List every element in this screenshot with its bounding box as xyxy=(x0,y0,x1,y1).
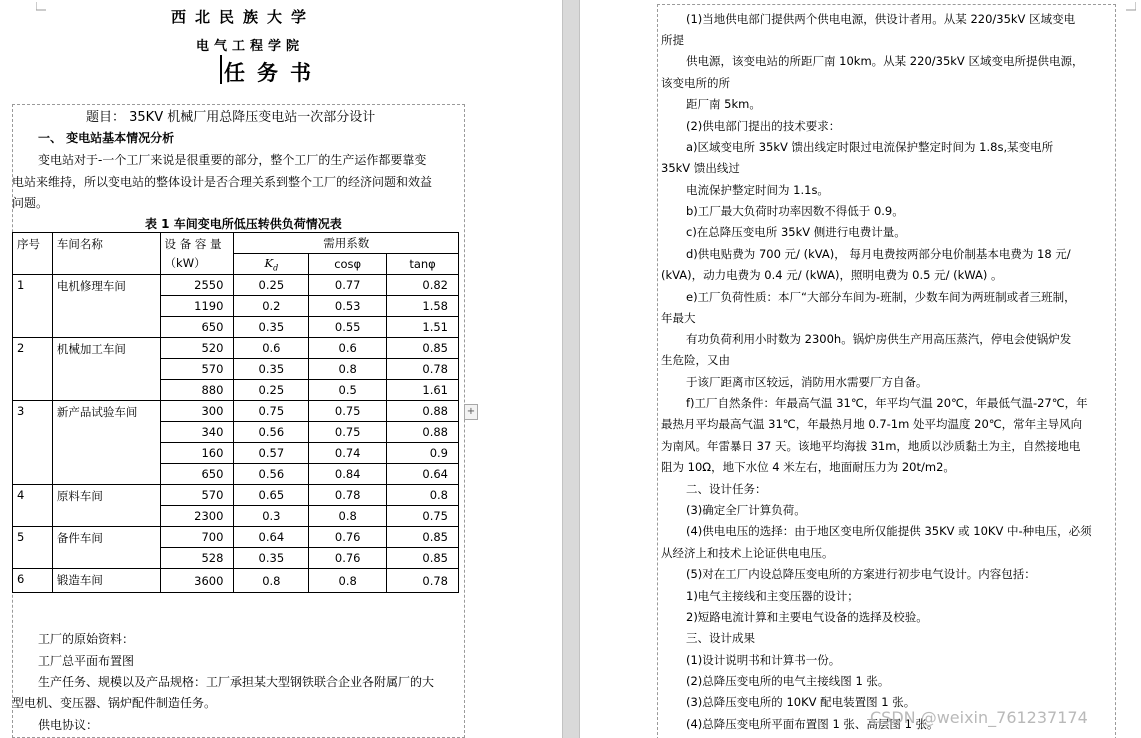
cell-capacity: 300 xyxy=(160,401,234,422)
row-no: 2 xyxy=(13,338,53,401)
cell-cos: 0.76 xyxy=(309,548,387,569)
table-row xyxy=(13,569,459,593)
body-line: f)工厂自然条件：年最高气温 31℃，年平均气温 20℃，年最低气温-27℃，年 xyxy=(686,396,1088,410)
header-capacity xyxy=(160,233,234,275)
cell-tan: 0.78 xyxy=(387,569,459,593)
cell-cos: 0.8 xyxy=(309,569,387,593)
cell-kd: 0.35 xyxy=(234,317,309,338)
cell-tan: 0.85 xyxy=(387,338,459,359)
row-name: 备件车间 xyxy=(52,527,160,569)
cell-capacity: 2550 xyxy=(160,275,234,296)
section1-heading: 一、 变电站基本情况分析 xyxy=(38,131,175,145)
cell-capacity: 880 xyxy=(160,380,234,401)
row-name: 新产品试验车间 xyxy=(52,401,160,485)
university-title: 西北民族大学 xyxy=(171,8,316,26)
body-line: 阻为 10Ω，地下水位 4 米左右，地面耐压力为 20t/m2。 xyxy=(661,460,955,474)
cell-kd: 0.35 xyxy=(234,548,309,569)
header-capacity-unit: （kW） xyxy=(164,256,206,270)
cell-capacity: 528 xyxy=(160,548,234,569)
cell-tan: 0.88 xyxy=(387,401,459,422)
cell-cos: 0.55 xyxy=(309,317,387,338)
cell-tan: 0.9 xyxy=(387,443,459,464)
body-line: (4)供电电压的选择：由于地区变电所仅能提供 35KV 或 10KV 中-种电压，必须 xyxy=(686,524,1092,538)
header-no: 序号 xyxy=(13,233,53,275)
body-line: 距厂南 5km。 xyxy=(686,97,761,111)
body-line: (3)确定全厂计算负荷。 xyxy=(686,503,806,517)
body-line: (5)对在工厂内设总降压变电所的方案进行初步电气设计。内容包括： xyxy=(686,567,1036,581)
body-line: (1)当地供电部门提供两个供电电源，供设计者用。从某 220/35kV 区域变电 xyxy=(686,12,1076,26)
cell-cos: 0.5 xyxy=(309,380,387,401)
table-row xyxy=(13,275,459,296)
college-title: 电气工程学院 xyxy=(196,39,305,54)
cell-cos: 0.78 xyxy=(309,485,387,506)
document-page-left[interactable] xyxy=(0,0,562,738)
document-title: 任务书 xyxy=(224,60,323,85)
body-line: 二、设计任务： xyxy=(686,482,767,496)
margin-crop-mark xyxy=(36,2,46,12)
body-line: 35kV 馈出线过 xyxy=(661,161,740,175)
cell-kd: 0.25 xyxy=(234,275,309,296)
header-name: 车间名称 xyxy=(52,233,160,275)
header-kd xyxy=(234,254,309,275)
cell-cos: 0.77 xyxy=(309,275,387,296)
cell-kd: 0.8 xyxy=(234,569,309,593)
cell-capacity: 700 xyxy=(160,527,234,548)
body-line: 三、设计成果 xyxy=(686,631,755,645)
cell-tan: 0.8 xyxy=(387,485,459,506)
cell-capacity: 520 xyxy=(160,338,234,359)
cell-tan: 1.58 xyxy=(387,296,459,317)
header-kd-subscript: d xyxy=(273,263,279,273)
body-line: 为南风。年雷暴日 37 天。该地平均海拔 31m，地质以沙质黏土为主，自然接地电 xyxy=(661,439,1081,453)
cell-tan: 1.61 xyxy=(387,380,459,401)
table-caption: 表 1 车间变电所低压转供负荷情况表 xyxy=(145,217,342,231)
body-line: 供电源，该变电站的所距厂南 10km。从某 220/35kV 区域变电所提供电源， xyxy=(686,54,1084,68)
table-row xyxy=(13,527,459,548)
body-line: 生危险，又由 xyxy=(661,353,730,367)
row-name: 电机修理车间 xyxy=(52,275,160,338)
table-row xyxy=(13,401,459,422)
cell-kd: 0.64 xyxy=(234,527,309,548)
body-line: (kVA)，动力电费为 0.4 元/ (kWA)，照明电费为 0.5 元/ (kWA) 。 xyxy=(661,268,1003,282)
after-line-2: 工厂总平面布置图 xyxy=(38,654,135,668)
watermark: CSDN @weixin_761237174 xyxy=(870,708,1088,727)
body-line: 电流保护整定时间为 1.1s。 xyxy=(686,183,829,197)
cell-kd: 0.56 xyxy=(234,464,309,485)
body-line: (2)总降压变电所的电气主接线图 1 张。 xyxy=(686,674,890,688)
body-line: (2)供电部门提出的技术要求： xyxy=(686,119,841,133)
row-no: 4 xyxy=(13,485,53,527)
row-no: 3 xyxy=(13,401,53,485)
body-line: 1)电气主接线和主变压器的设计； xyxy=(686,589,859,603)
cell-capacity: 650 xyxy=(160,317,234,338)
cell-kd: 0.35 xyxy=(234,359,309,380)
body-line: 最热月平均最高气温 31℃，年最热月地 0.7-1m 处平均温度 20℃，常年主导风向 xyxy=(661,417,1083,431)
cell-kd: 0.3 xyxy=(234,506,309,527)
body-line: 该变电所的所 xyxy=(661,76,730,90)
header-cos: cosφ xyxy=(309,254,387,275)
cell-cos: 0.76 xyxy=(309,527,387,548)
body-line: d)供电贴费为 700 元/ (kVA)， 每月电费按两部分电价制基本电费为 18 元/ xyxy=(686,247,1071,261)
cell-kd: 0.65 xyxy=(234,485,309,506)
cell-capacity: 160 xyxy=(160,443,234,464)
header-tan: tanφ xyxy=(387,254,459,275)
body-line: (1)设计说明书和计算书一份。 xyxy=(686,653,841,667)
header-demand: 需用系数 xyxy=(234,233,459,254)
cell-capacity: 1190 xyxy=(160,296,234,317)
margin-crop-mark xyxy=(1126,2,1136,12)
cell-capacity: 570 xyxy=(160,485,234,506)
after-line-3: 生产任务、规模以及产品规格：工厂承担某大型钢铁联合企业各附属厂的大 xyxy=(38,675,435,689)
cell-tan: 0.78 xyxy=(387,359,459,380)
cell-kd: 0.75 xyxy=(234,401,309,422)
cell-tan: 0.82 xyxy=(387,275,459,296)
cell-tan: 1.51 xyxy=(387,317,459,338)
cell-tan: 0.85 xyxy=(387,548,459,569)
topic-line: 题目： 35KV 机械厂用总降压变电站一次部分设计 xyxy=(86,110,376,125)
cell-cos: 0.8 xyxy=(309,506,387,527)
intro-line-2: 电站来维持，所以变电站的整体设计是否合理关系到整个工厂的经济问题和效益 xyxy=(12,175,433,189)
body-line: 有功负荷利用小时数为 2300h。锅炉房供生产用高压蒸汽，停电会使锅炉发 xyxy=(686,332,1072,346)
cell-capacity: 570 xyxy=(160,359,234,380)
body-line: c)在总降压变电所 35kV 侧进行电费计量。 xyxy=(686,225,906,239)
intro-line-1: 变电站对于-一个工厂来说是很重要的部分，整个工厂的生产运作都要靠变 xyxy=(38,153,427,167)
header-capacity-label: 设 备 容 量 xyxy=(164,237,222,251)
intro-line-3: 问题。 xyxy=(12,196,49,210)
cell-capacity: 2300 xyxy=(160,506,234,527)
cell-kd: 0.2 xyxy=(234,296,309,317)
body-line: e)工厂负荷性质：本厂“大部分车间为-班制，少数车间为两班制或者三班制， xyxy=(686,290,1076,304)
cell-capacity: 340 xyxy=(160,422,234,443)
row-no: 5 xyxy=(13,527,53,569)
load-table xyxy=(12,232,459,593)
table-row xyxy=(13,338,459,359)
after-line-4: 型电机、变压器、锅炉配件制造任务。 xyxy=(12,696,217,710)
cell-tan: 0.64 xyxy=(387,464,459,485)
header-kd-symbol: K xyxy=(264,255,274,270)
body-line: b)工厂最大负荷时功率因数不得低于 0.9。 xyxy=(686,204,904,218)
cell-tan: 0.85 xyxy=(387,527,459,548)
body-line: 从经济上和技术上论证供电电压。 xyxy=(661,546,834,560)
row-no: 6 xyxy=(13,569,53,593)
cell-kd: 0.25 xyxy=(234,380,309,401)
after-line-5: 供电协议： xyxy=(38,718,99,732)
textbox-right[interactable] xyxy=(657,4,1116,738)
cell-cos: 0.6 xyxy=(309,338,387,359)
cell-kd: 0.6 xyxy=(234,338,309,359)
text-cursor xyxy=(220,55,222,84)
body-line: 年最大 xyxy=(661,311,696,325)
row-name: 机械加工车间 xyxy=(52,338,160,401)
cell-tan: 0.88 xyxy=(387,422,459,443)
body-line: (4)总降压变电所平面布置图 1 张、高层图 1 张。 xyxy=(686,717,939,731)
row-no: 1 xyxy=(13,275,53,338)
cell-capacity: 650 xyxy=(160,464,234,485)
document-page-right[interactable] xyxy=(580,0,1141,738)
row-name: 原料车间 xyxy=(52,485,160,527)
body-line: 于该厂距离市区较远，消防用水需要厂方自备。 xyxy=(686,375,928,389)
cell-cos: 0.75 xyxy=(309,422,387,443)
body-line: (3)总降压变电所的 10KV 配电装置图 1 张。 xyxy=(686,695,916,709)
after-line-1: 工厂的原始资料： xyxy=(38,632,135,646)
cell-cos: 0.53 xyxy=(309,296,387,317)
cell-capacity: 3600 xyxy=(160,569,234,593)
cell-cos: 0.8 xyxy=(309,359,387,380)
cell-tan: 0.75 xyxy=(387,506,459,527)
page-gap xyxy=(562,0,580,738)
cell-kd: 0.56 xyxy=(234,422,309,443)
row-name: 锻造车间 xyxy=(52,569,160,593)
body-line: a)区域变电所 35kV 馈出线定时限过电流保护整定时间为 1.8s,某变电所 xyxy=(686,140,1054,154)
cell-cos: 0.74 xyxy=(309,443,387,464)
cell-kd: 0.57 xyxy=(234,443,309,464)
table-row xyxy=(13,485,459,506)
textbox-layout-handle[interactable]: + xyxy=(464,404,478,420)
cell-cos: 0.84 xyxy=(309,464,387,485)
cell-cos: 0.75 xyxy=(309,401,387,422)
body-line: 所提 xyxy=(661,33,684,47)
body-line: 2)短路电流计算和主要电气设备的选择及校验。 xyxy=(686,610,928,624)
